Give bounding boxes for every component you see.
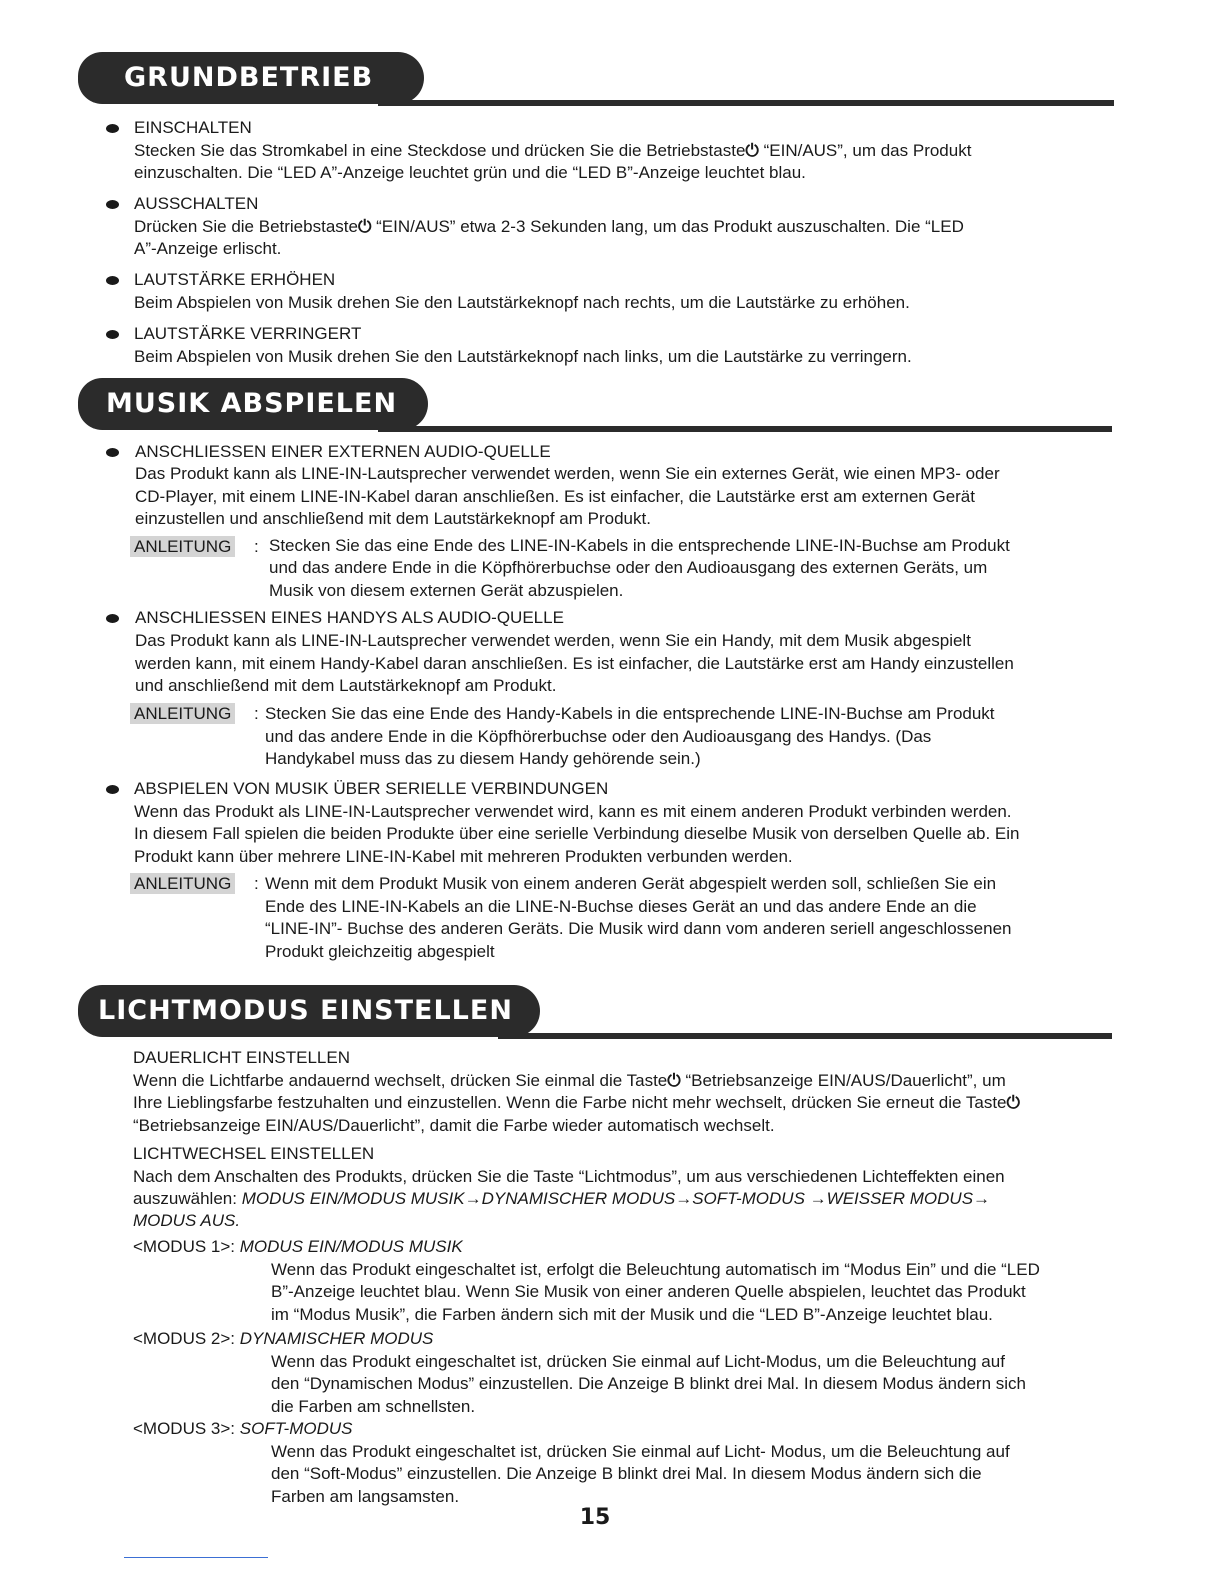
instruction-text: Musik von diesem externen Gerät abzuspielen.	[269, 581, 624, 600]
item-heading: LAUTSTÄRKE VERRINGERT	[134, 324, 362, 343]
item-heading: ANSCHLIESSEN EINES HANDYS ALS AUDIO-QUELLE	[135, 608, 564, 627]
header-rule	[498, 1033, 1112, 1039]
item-text: MODUS AUS.	[133, 1211, 241, 1230]
section-title: GRUNDBETRIEB	[78, 52, 424, 104]
item-text: Das Produkt kann als LINE-IN-Lautsprecher verwendet werden, wenn Sie ein externes Gerät, wie einen MP3- oder	[135, 464, 1000, 483]
bullet-icon	[106, 124, 119, 133]
mode-text: im “Modus Musik”, die Farben ändern sich mit der Musik und die “LED B”-Anzeige leuchtet blau.	[271, 1305, 993, 1324]
mode-heading: <MODUS 3>: SOFT-MODUS	[133, 1419, 353, 1438]
power-icon: ⏻	[357, 217, 372, 236]
item-text: werden kann, mit einem Handy-Kabel daran anschließen. Es ist einfacher, die Lautstärke erst am Handy einzustellen	[135, 654, 1014, 673]
item-text: A”-Anzeige erlischt.	[134, 239, 282, 258]
bullet-icon	[106, 614, 119, 623]
section-header-lichtmodus	[78, 985, 1112, 1039]
mode-text: den “Soft-Modus” einzustellen. Die Anzeige B blinkt drei Mal. In diesem Modus ändern sich die	[271, 1464, 982, 1483]
item-heading: ABSPIELEN VON MUSIK ÜBER SERIELLE VERBINDUNGEN	[134, 779, 609, 798]
instruction-text: Stecken Sie das eine Ende des Handy-Kabels in die entsprechende LINE-IN-Buchse am Produkt	[265, 704, 995, 723]
item-text: und anschließend mit dem Lautstärkeknopf am Produkt.	[135, 676, 557, 695]
bullet-icon	[106, 448, 119, 457]
item-text: Beim Abspielen von Musik drehen Sie den Lautstärkeknopf nach rechts, um die Lautstärke zu erhöhen.	[134, 293, 910, 312]
instruction-tag: ANLEITUNG	[130, 536, 235, 557]
item-text: Ihre Lieblingsfarbe festzuhalten und einzustellen. Wenn die Farbe nicht mehr wechselt, drücken Sie erneut die Taste⏻	[133, 1093, 1020, 1112]
mode-text: Wenn das Produkt eingeschaltet ist, drücken Sie einmal auf Licht-Modus, um die Beleuchtung auf	[271, 1352, 1005, 1371]
item-text: auszuwählen: MODUS EIN/MODUS MUSIK→DYNAMISCHER MODUS→SOFT-MODUS →WEISSER MODUS→	[133, 1189, 991, 1208]
mode-text: Farben am langsamsten.	[271, 1487, 460, 1506]
item-text: “Betriebsanzeige EIN/AUS/Dauerlicht”, damit die Farbe wieder automatisch wechselt.	[133, 1116, 775, 1135]
mode-text: Wenn das Produkt eingeschaltet ist, drücken Sie einmal auf Licht- Modus, um die Beleuchtung auf	[271, 1442, 1010, 1461]
instruction-text: und das andere Ende in die Köpfhörerbuchse oder den Audioausgang des Handys. (Das	[265, 727, 932, 746]
bullet-icon	[106, 200, 119, 209]
bullet-icon	[106, 330, 119, 339]
power-icon: ⏻	[667, 1071, 681, 1090]
tag-colon: :	[254, 874, 259, 893]
tag-colon: :	[254, 537, 259, 556]
mode-heading: <MODUS 2>: DYNAMISCHER MODUS	[133, 1329, 434, 1348]
item-text: Wenn die Lichtfarbe andauernd wechselt, drücken Sie einmal die Taste⏻ “Betriebsanzeige EIN/AUS/Dauerlicht”, um	[133, 1071, 1006, 1090]
item-text: Drücken Sie die Betriebstaste⏻ “EIN/AUS” etwa 2-3 Sekunden lang, um das Produkt auszuschalten. Die “LED	[134, 217, 964, 236]
mode-heading: <MODUS 1>: MODUS EIN/MODUS MUSIK	[133, 1237, 463, 1256]
footer-line	[124, 1557, 268, 1558]
bullet-icon	[106, 785, 119, 794]
header-rule	[378, 100, 1114, 106]
item-text: einzustellen und anschließend mit dem Lautstärkeknopf am Produkt.	[135, 509, 651, 528]
item-text: einzuschalten. Die “LED A”-Anzeige leuchtet grün und die “LED B”-Anzeige leuchtet blau.	[134, 163, 806, 182]
item-text: CD-Player, mit einem LINE-IN-Kabel daran anschließen. Es ist einfacher, die Lautstärke erst am externen Gerät	[135, 487, 975, 506]
section-title: MUSIK ABSPIELEN	[78, 378, 428, 430]
mode-text: B”-Anzeige leuchtet blau. Wenn Sie Musik von einer anderen Quelle abspielen, leuchtet das Produkt	[271, 1282, 1026, 1301]
item-text: Nach dem Anschalten des Produkts, drücken Sie die Taste “Lichtmodus”, um aus verschiedenen Lichteffekten einen	[133, 1167, 1005, 1186]
instruction-text: “LINE-IN”- Buchse des anderen Geräts. Die Musik wird dann vom anderen seriell angeschlossenen	[265, 919, 1012, 938]
section-title: LICHTMODUS EINSTELLEN	[78, 985, 540, 1037]
instruction-text: Ende des LINE-IN-Kabels an die LINE-N-Buchse dieses Gerät an und das andere Ende an die	[265, 897, 977, 916]
item-text: Produkt kann über mehrere LINE-IN-Kabel mit mehreren Produkten verbunden werden.	[134, 847, 793, 866]
instruction-text: Handykabel muss das zu diesem Handy gehörende sein.)	[265, 749, 701, 768]
item-heading: LICHTWECHSEL EINSTELLEN	[133, 1144, 375, 1163]
instruction-text: Produkt gleichzeitig abgespielt	[265, 942, 495, 961]
instruction-tag: ANLEITUNG	[130, 703, 235, 724]
section-header-grundbetrieb	[78, 52, 1114, 106]
item-text: In diesem Fall spielen die beiden Produkte über eine serielle Verbindung dieselbe Musik von derselben Quelle ab. Ein	[134, 824, 1020, 843]
item-text: Wenn das Produkt als LINE-IN-Lautsprecher verwendet wird, kann es mit einem anderen Produkt verbinden werden.	[134, 802, 1012, 821]
item-heading: ANSCHLIESSEN EINER EXTERNEN AUDIO-QUELLE	[135, 442, 551, 461]
tag-colon: :	[254, 704, 259, 723]
mode-text: Wenn das Produkt eingeschaltet ist, erfolgt die Beleuchtung automatisch im “Modus Ein” und die “LED	[271, 1260, 1040, 1279]
section-header-musik-abspielen	[78, 378, 1112, 432]
instruction-text: und das andere Ende in die Köpfhörerbuchse oder den Audioausgang des externen Geräts, um	[269, 558, 988, 577]
instruction-text: Wenn mit dem Produkt Musik von einem anderen Gerät abgespielt werden soll, schließen Sie ein	[265, 874, 997, 893]
bullet-icon	[106, 276, 119, 285]
item-text: Beim Abspielen von Musik drehen Sie den Lautstärkeknopf nach links, um die Lautstärke zu verringern.	[134, 347, 912, 366]
power-icon: ⏻	[745, 141, 759, 160]
item-text: Stecken Sie das Stromkabel in eine Steckdose und drücken Sie die Betriebstaste⏻ “EIN/AUS”, um das Produkt	[134, 141, 972, 160]
item-heading: LAUTSTÄRKE ERHÖHEN	[134, 270, 336, 289]
instruction-text: Stecken Sie das eine Ende des LINE-IN-Kabels in die entsprechende LINE-IN-Buchse am Produkt	[269, 536, 1010, 555]
item-heading: AUSSCHALTEN	[134, 194, 259, 213]
page-number: 15	[579, 1505, 611, 1530]
mode-sequence: MODUS EIN/MODUS MUSIK→DYNAMISCHER MODUS→SOFT-MODUS →WEISSER MODUS→	[241, 1189, 991, 1208]
item-heading: DAUERLICHT EINSTELLEN	[133, 1048, 350, 1067]
power-icon: ⏻	[1006, 1093, 1020, 1112]
mode-text: den “Dynamischen Modus” einzustellen. Die Anzeige B blinkt drei Mal. In diesem Modus ändern sich	[271, 1374, 1026, 1393]
instruction-tag: ANLEITUNG	[130, 873, 235, 894]
item-text: Das Produkt kann als LINE-IN-Lautsprecher verwendet werden, wenn Sie ein Handy, mit dem Musik abgespielt	[135, 631, 971, 650]
mode-text: die Farben am schnellsten.	[271, 1397, 476, 1416]
item-heading: EINSCHALTEN	[134, 118, 252, 137]
header-rule	[378, 426, 1112, 432]
